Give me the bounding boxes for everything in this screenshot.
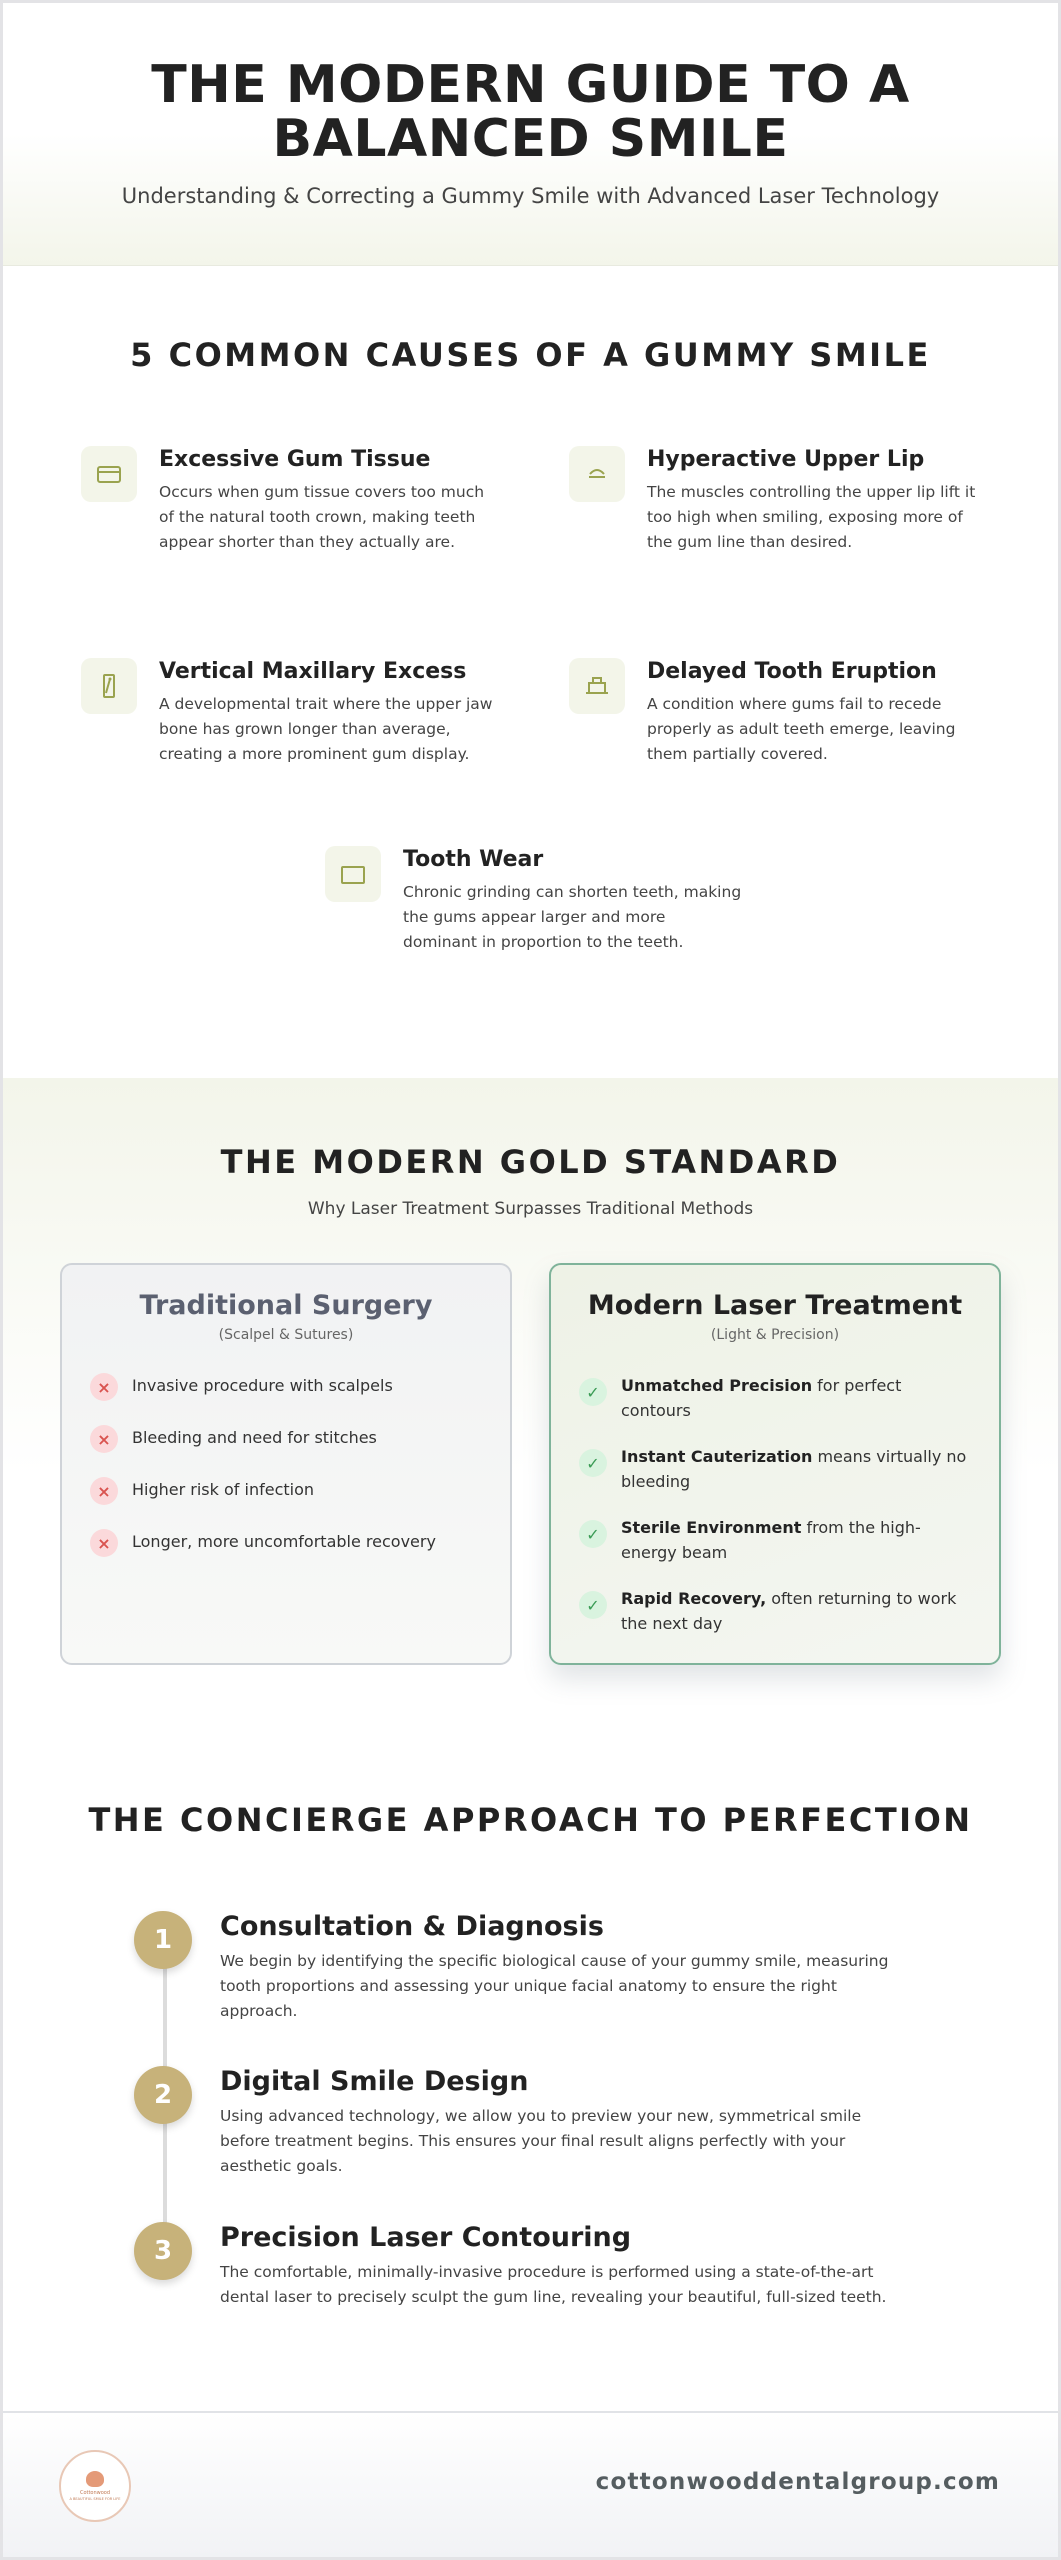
cause-title: Delayed Tooth Eruption (647, 659, 937, 684)
hero (3, 3, 1058, 266)
cause-text: Occurs when gum tissue covers too much of the natural tooth crown, making teeth appear shorter than they actually are. (159, 483, 485, 551)
list-item (579, 1373, 971, 1423)
cause-title: Vertical Maxillary Excess (159, 659, 467, 684)
benefit-rest: means virtually no bleeding (621, 1447, 967, 1491)
benefit-rest: for perfect contours (621, 1376, 902, 1420)
step-item (134, 1911, 914, 2024)
step-title: Digital Smile Design (220, 2066, 529, 2097)
check-icon: ✓ (579, 1449, 607, 1477)
card-title: Traditional Surgery (139, 1290, 433, 1321)
list-item (90, 1529, 482, 1557)
benefit-rest: from the high-energy beam (621, 1518, 921, 1562)
step-item (134, 2066, 914, 2179)
step-title: Precision Laser Contouring (220, 2222, 632, 2253)
list-item (579, 1444, 971, 1494)
laser-treatment-card (549, 1263, 1001, 1665)
x-icon: × (90, 1425, 118, 1453)
gold-standard-section (3, 1078, 1058, 1741)
upper-lip-icon (569, 446, 625, 502)
list-item (579, 1515, 971, 1565)
page-subtitle: Understanding & Correcting a Gummy Smile with Advanced Laser Technology (121, 184, 940, 208)
cause-title: Excessive Gum Tissue (159, 447, 431, 472)
drawback-list (62, 1373, 510, 1557)
list-item-text (621, 1515, 971, 1565)
concierge-section (3, 1741, 1058, 2431)
card-subtitle: (Light & Precision) (710, 1327, 840, 1343)
tooth-wear-icon (325, 846, 381, 902)
step-text: We begin by identifying the specific biological cause of your gummy smile, measuring tooth proportions and assessing your unique facial anatomy to ensure the right approach. (220, 1952, 889, 2020)
page-title (3, 55, 1058, 169)
tooth-logo-icon (86, 2471, 104, 2487)
cause-item (81, 446, 501, 555)
list-item-text (621, 1444, 971, 1494)
list-item (579, 1586, 971, 1636)
benefit-list (551, 1373, 999, 1636)
check-icon: ✓ (579, 1520, 607, 1548)
gum-tissue-icon (81, 446, 137, 502)
step-title: Consultation & Diagnosis (220, 1911, 604, 1942)
benefit-highlight: Sterile Environment (621, 1518, 802, 1537)
cause-item (81, 658, 501, 767)
benefit-highlight: Unmatched Precision (621, 1376, 813, 1395)
causes-title: 5 COMMON CAUSES OF A GUMMY SMILE (130, 336, 931, 374)
cause-text: Chronic grinding can shorten teeth, making the gums appear larger and more dominant in proportion to the teeth. (403, 883, 742, 951)
concierge-title: THE CONCIERGE APPROACH TO PERFECTION (88, 1801, 973, 1839)
list-item-text: Longer, more uncomfortable recovery (132, 1532, 436, 1551)
check-icon: ✓ (579, 1591, 607, 1619)
cause-text: A developmental trait where the upper jaw bone has grown longer than average, creating a more prominent gum display. (159, 695, 493, 763)
list-item-text: Invasive procedure with scalpels (132, 1376, 393, 1395)
brand-logo (59, 2450, 131, 2522)
list-item-text: Bleeding and need for stitches (132, 1428, 377, 1447)
check-icon: ✓ (579, 1378, 607, 1406)
traditional-surgery-card (60, 1263, 512, 1665)
cause-item (325, 846, 745, 955)
card-title: Modern Laser Treatment (587, 1290, 963, 1321)
list-item-text (621, 1373, 971, 1423)
logo-name: Cottonwood (79, 2490, 111, 2496)
cause-title: Hyperactive Upper Lip (647, 447, 925, 472)
card-subtitle: (Scalpel & Sutures) (218, 1327, 354, 1343)
step-text: Using advanced technology, we allow you to preview your new, symmetrical smile before treatment begins. This ensures your final result aligns perfectly with your aesthetic goals. (220, 2107, 862, 2175)
step-item (134, 2222, 914, 2310)
step-number-badge: 3 (134, 2222, 192, 2280)
step-number-badge: 1 (134, 1911, 192, 1969)
list-item-text (621, 1586, 971, 1636)
jaw-bone-icon (81, 658, 137, 714)
cause-text: The muscles controlling the upper lip lift it too high when smiling, exposing more of the gum line than desired. (647, 483, 976, 551)
cause-text: A condition where gums fail to recede properly as adult teeth emerge, leaving them partially covered. (647, 695, 956, 763)
list-item-text: Higher risk of infection (132, 1480, 315, 1499)
cause-item (569, 658, 989, 767)
cause-title: Tooth Wear (403, 847, 544, 872)
page-title-line2: BALANCED SMILE (272, 109, 789, 169)
step-text: The comfortable, minimally-invasive procedure is performed using a state-of-the-art dental laser to precisely sculpt the gum line, revealing your beautiful, full-sized teeth. (220, 2263, 887, 2306)
cause-item (569, 446, 989, 555)
footer (3, 2411, 1058, 2557)
causes-section (3, 266, 1058, 1078)
page-title-line1: THE MODERN GUIDE TO A (151, 55, 910, 115)
logo-tagline: A BEAUTIFUL SMILE FOR LIFE (69, 2497, 121, 2501)
benefit-highlight: Rapid Recovery, (621, 1589, 767, 1608)
x-icon: × (90, 1529, 118, 1557)
benefit-highlight: Instant Cauterization (621, 1447, 813, 1466)
gold-title: THE MODERN GOLD STANDARD (220, 1143, 841, 1181)
list-item (90, 1373, 482, 1401)
tooth-eruption-icon (569, 658, 625, 714)
website-link[interactable]: cottonwooddentalgroup.com (595, 2469, 1000, 2495)
x-icon: × (90, 1477, 118, 1505)
step-number-badge: 2 (134, 2066, 192, 2124)
list-item (90, 1477, 482, 1505)
x-icon: × (90, 1373, 118, 1401)
benefit-rest: often returning to work the next day (621, 1589, 957, 1633)
gold-subtitle: Why Laser Treatment Surpasses Traditional Methods (307, 1199, 754, 1219)
list-item (90, 1425, 482, 1453)
